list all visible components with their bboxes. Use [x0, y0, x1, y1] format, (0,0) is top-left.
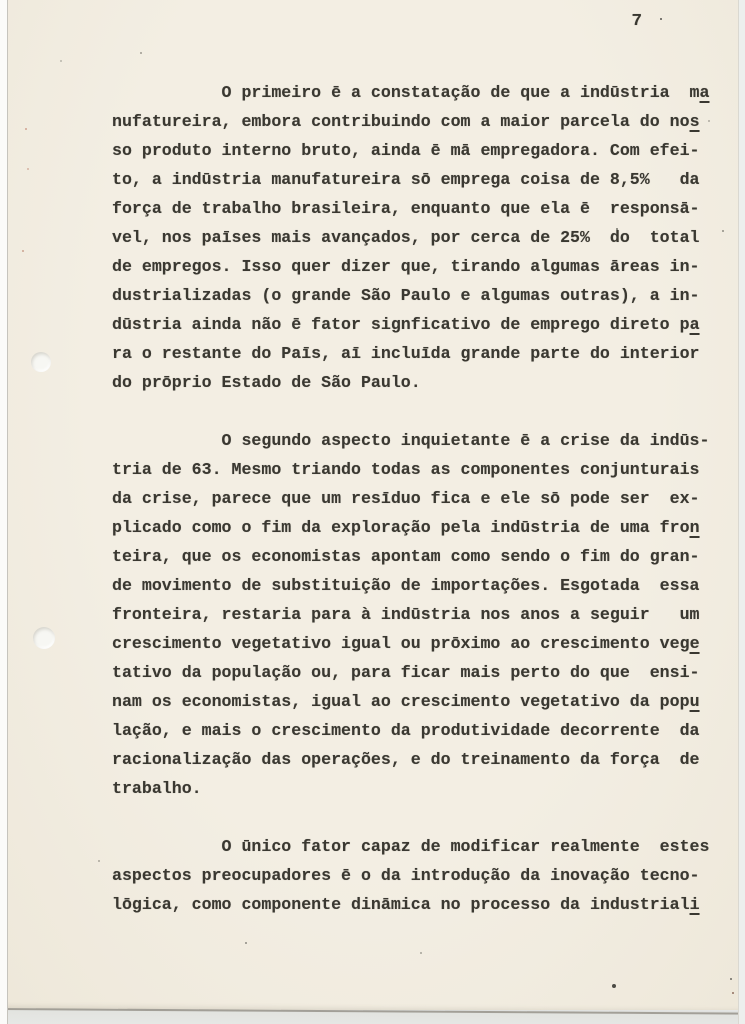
paper-sheet — [8, 0, 738, 1010]
line-text: O primeiro ē a constatação de que a indūstria m — [112, 83, 700, 102]
text-line — [112, 716, 709, 745]
text-line — [112, 281, 709, 310]
text-line — [112, 542, 709, 571]
text-line — [112, 194, 709, 223]
syllable-continuation-underline: e — [689, 634, 700, 653]
line-text: teira, que os economistas apontam como sendo o fim do gran- — [112, 547, 700, 566]
text-line — [112, 165, 709, 194]
scanner-edge-right — [738, 0, 745, 1024]
paper-bottom-edge — [0, 1008, 745, 1024]
syllable-continuation-underline: a — [689, 315, 700, 334]
syllable-continuation-underline: n — [689, 518, 700, 537]
text-line — [112, 571, 709, 600]
line-text: nufatureira, embora contribuindo com a maior parcela do no — [112, 112, 690, 131]
text-line — [112, 890, 709, 919]
syllable-continuation-underline: a — [699, 83, 710, 102]
paragraph — [112, 78, 709, 397]
line-text: aspectos preocupadores ē o da introdução da inovação tecno- — [112, 866, 700, 885]
line-text: de movimento de substituição de importações. Esgotada essa — [112, 576, 700, 595]
page-number: 7 — [632, 11, 642, 30]
line-text: da crise, parece que um resīduo fica e ele sō pode ser ex- — [112, 489, 700, 508]
document-text — [112, 78, 709, 919]
text-line — [112, 252, 709, 281]
line-text: racionalização das operações, e do treinamento da força de — [112, 750, 700, 769]
line-text: de empregos. Isso quer dizer que, tirando algumas āreas in- — [112, 257, 700, 276]
text-line — [112, 832, 709, 861]
syllable-continuation-underline: i — [689, 895, 700, 914]
text-line — [112, 774, 709, 803]
line-text: lōgica, como componente dināmica no processo da industrial — [112, 895, 690, 914]
syllable-continuation-underline: u — [689, 692, 700, 711]
line-text: to, a indūstria manufatureira sō emprega coisa de 8,5% da — [112, 170, 700, 189]
text-line — [112, 687, 709, 716]
text-line — [112, 107, 709, 136]
text-line — [112, 745, 709, 774]
line-text: dustrializadas (o grande São Paulo e algumas outras), a in- — [112, 286, 700, 305]
text-line — [112, 861, 709, 890]
paragraph — [112, 426, 709, 803]
punch-hole-bottom — [33, 627, 55, 649]
line-text: so produto interno bruto, ainda ē mā empregadora. Com efei- — [112, 141, 700, 160]
line-text: dūstria ainda não ē fator signficativo de emprego direto p — [112, 315, 690, 334]
line-text: trabalho. — [112, 779, 202, 798]
text-line — [112, 310, 709, 339]
line-text: lação, e mais o crescimento da produtividade decorrente da — [112, 721, 700, 740]
text-line — [112, 223, 709, 252]
punch-hole-top — [31, 352, 51, 372]
line-text: plicado como o fim da exploração pela indūstria de uma fro — [112, 518, 690, 537]
line-text: O ūnico fator capaz de modificar realmente estes — [112, 837, 710, 856]
text-line — [112, 629, 709, 658]
text-line — [112, 368, 709, 397]
text-line — [112, 426, 709, 455]
line-text: fronteira, restaria para à indūstria nos anos a seguir um — [112, 605, 700, 624]
line-text: crescimento vegetativo igual ou prōximo ao crescimento veg — [112, 634, 690, 653]
line-text: tria de 63. Mesmo triando todas as componentes conjunturais — [112, 460, 700, 479]
text-line — [112, 658, 709, 687]
text-line — [112, 513, 709, 542]
syllable-continuation-underline: s — [689, 112, 700, 131]
line-text: nam os economistas, igual ao crescimento vegetativo da pop — [112, 692, 690, 711]
line-text: O segundo aspecto inquietante ē a crise da indūs- — [112, 431, 710, 450]
paper-specks — [8, 0, 10, 2]
paragraph — [112, 832, 709, 919]
line-text: força de trabalho brasileira, enquanto que ela ē responsā- — [112, 199, 700, 218]
text-line — [112, 136, 709, 165]
line-text: do prōprio Estado de São Paulo. — [112, 373, 421, 392]
line-text: ra o restante do Paīs, aī incluīda grande parte do interior — [112, 344, 700, 363]
text-line — [112, 484, 709, 513]
line-text: tativo da população ou, para ficar mais perto do que ensi- — [112, 663, 700, 682]
text-line — [112, 78, 709, 107]
text-line — [112, 455, 709, 484]
scanner-edge-left — [0, 0, 8, 1024]
text-line — [112, 600, 709, 629]
text-line — [112, 339, 709, 368]
line-text: vel, nos paīses mais avançados, por cerca de 25% do total — [112, 228, 700, 247]
